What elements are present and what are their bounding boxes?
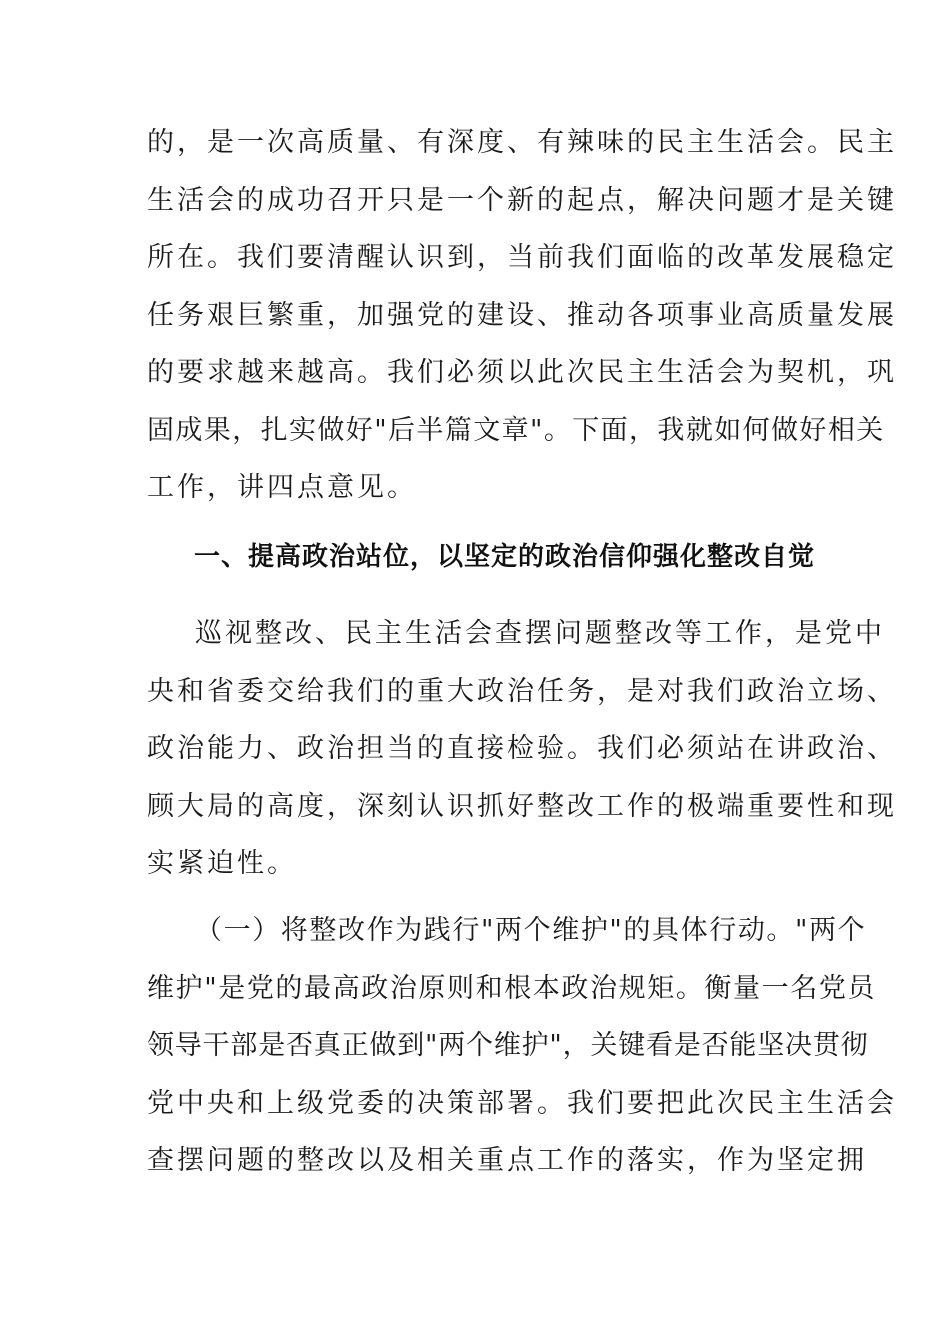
- paragraph-2-line-4: 顾大局的高度，深刻认识抓好整改工作的极端重要性和现: [147, 791, 897, 822]
- paragraph-1-line-5: 的要求越来越高。我们必须以此次民主生活会为契机，巩: [147, 357, 897, 388]
- paragraph-2-line-3: 政治能力、政治担当的直接检验。我们必须站在讲政治、: [147, 733, 897, 764]
- paragraph-1-line-2: 生活会的成功召开只是一个新的起点，解决问题才是关键: [147, 185, 897, 216]
- paragraph-2-line-5: 实紧迫性。: [147, 848, 297, 879]
- paragraph-1-line-4: 任务艰巨繁重，加强党的建设、推动各项事业高质量发展: [147, 300, 897, 331]
- paragraph-2-line-1: 巡视整改、民主生活会查摆问题整改等工作，是党中: [195, 618, 885, 649]
- section-heading-1: 一、提高政治站位，以坚定的政治信仰强化整改自觉: [194, 542, 816, 572]
- paragraph-1-line-1: 的，是一次高质量、有深度、有辣味的民主生活会。民主: [147, 127, 897, 158]
- paragraph-1-line-6: 固成果，扎实做好"后半篇文章"。下面，我就如何做好相关: [147, 415, 885, 446]
- paragraph-3-line-1: （一）将整改作为践行"两个维护"的具体行动。"两个: [195, 915, 867, 946]
- paragraph-1-line-3: 所在。我们要清醒认识到，当前我们面临的改革发展稳定: [147, 242, 897, 273]
- paragraph-2-line-2: 央和省委交给我们的重大政治任务，是对我们政治立场、: [147, 676, 897, 707]
- paragraph-3-line-3: 领导干部是否真正做到"两个维护"，关键看是否能坚决贯彻: [147, 1030, 869, 1061]
- paragraph-3-line-4: 党中央和上级党委的决策部署。我们要把此次民主生活会: [147, 1088, 897, 1119]
- paragraph-3-line-5: 查摆问题的整改以及相关重点工作的落实，作为坚定拥: [147, 1145, 867, 1176]
- paragraph-1-line-7: 工作，讲四点意见。: [147, 472, 417, 503]
- paragraph-3-line-2: 维护"是党的最高政治原则和根本政治规矩。衡量一名党员: [147, 973, 877, 1004]
